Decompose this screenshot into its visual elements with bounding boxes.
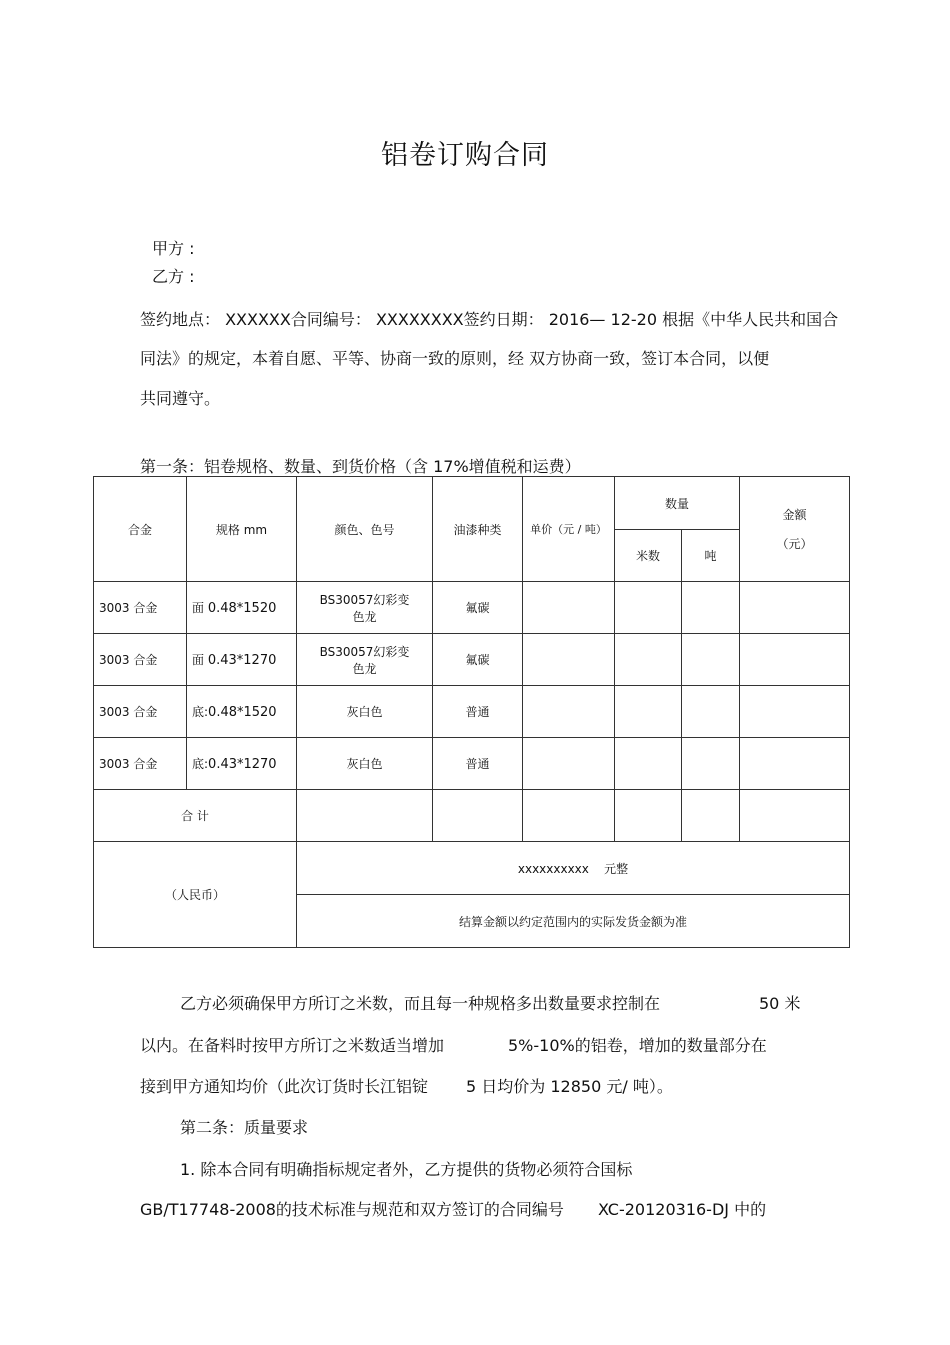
row-color-line-1: BS30057幻彩变 — [319, 644, 410, 659]
row-amount — [740, 686, 850, 738]
rmb-value: xxxxxxxxxx — [517, 861, 589, 876]
row-spec-prefix: 底: — [192, 705, 209, 719]
row-alloy: 3003 合金 — [94, 686, 187, 738]
row-spec-value: 0.48*1520 — [208, 705, 277, 720]
row-paint: 氟碳 — [433, 582, 523, 634]
rmb-label: （人民币） — [94, 842, 297, 948]
quality-line-1: 1. 除本合同有明确指标规定者外，乙方提供的货物必须符合国标 — [180, 1160, 633, 1179]
row-tons — [682, 582, 740, 634]
row-spec-prefix: 面 — [192, 601, 205, 615]
page-title: 铝卷订购合同 — [381, 140, 549, 171]
row-color — [297, 686, 433, 738]
row-spec — [187, 686, 297, 738]
row-alloy: 3003 合金 — [94, 582, 187, 634]
header-amount-label: 金额 — [782, 508, 807, 522]
intro-line-1: 签约地点： XXXXXX合同编号： XXXXXXXX签约日期： 2016— 12-20 根据《中华人民共和国合 — [140, 310, 839, 329]
header-quantity: 数量 — [615, 477, 740, 530]
para-line-1-b: 50 米 — [759, 994, 801, 1013]
row-meters — [615, 686, 682, 738]
row-color-line-1: BS30057幻彩变 — [319, 592, 410, 607]
row-color-line-1: 灰白色 — [346, 705, 383, 719]
row-unit-price — [523, 634, 615, 686]
header-alloy: 合金 — [94, 477, 187, 582]
header-color: 颜色、色号 — [297, 477, 433, 582]
quality-line-2-b: XC-20120316-DJ 中的 — [598, 1200, 767, 1219]
table-row — [94, 582, 850, 634]
total-paint — [433, 790, 523, 842]
party-b-label: 乙方 : — [152, 267, 195, 286]
row-color-line-1: 灰白色 — [346, 757, 383, 771]
table-row — [94, 686, 850, 738]
para-line-1-a: 乙方必须确保甲方所订之米数，而且每一种规格多出数量要求控制在 — [180, 994, 661, 1013]
total-color — [297, 790, 433, 842]
para-line-2-a: 以内。在备料时按甲方所订之米数适当增加 — [140, 1036, 445, 1055]
table-row — [94, 634, 850, 686]
row-alloy: 3003 合金 — [94, 634, 187, 686]
total-unit-price — [523, 790, 615, 842]
row-unit-price — [523, 738, 615, 790]
header-spec: 规格 mm — [187, 477, 297, 582]
row-spec-value: 0.48*1520 — [207, 601, 277, 616]
total-tons — [682, 790, 740, 842]
row-spec — [187, 582, 297, 634]
row-paint: 普通 — [433, 686, 523, 738]
total-meters — [615, 790, 682, 842]
quality-line-2-a: GB/T17748-2008的技术标准与规范和双方签订的合同编号 — [140, 1200, 564, 1219]
row-color-line-2: 色龙 — [352, 609, 377, 624]
party-a-label: 甲方 : — [152, 239, 195, 258]
intro-line-2: 同法》的规定，本着自愿、平等、协商一致的原则，经 双方协商一致，签订本合同，以便 — [140, 349, 770, 368]
row-tons — [682, 634, 740, 686]
header-amount — [740, 477, 850, 582]
row-spec-value: 0.43*1270 — [208, 757, 277, 772]
row-alloy: 3003 合金 — [94, 738, 187, 790]
header-tons: 吨 — [682, 530, 740, 582]
total-amount — [740, 790, 850, 842]
total-label: 合 计 — [94, 790, 297, 842]
row-paint: 氟碳 — [433, 634, 523, 686]
row-meters — [615, 738, 682, 790]
rmb-amount — [297, 842, 850, 895]
intro-line-3: 共同遵守。 — [140, 389, 221, 408]
rmb-suffix: 元整 — [604, 861, 629, 876]
para-line-2-b: 5%-10%的铝卷，增加的数量部分在 — [508, 1036, 767, 1055]
row-spec — [187, 634, 297, 686]
row-amount — [740, 738, 850, 790]
para-line-3-a: 接到甲方通知均价（此次订货时长江铝锭 — [140, 1077, 429, 1096]
row-paint: 普通 — [433, 738, 523, 790]
row-tons — [682, 686, 740, 738]
row-color-line-2: 色龙 — [352, 661, 377, 676]
header-unit-price: 单价（元 / 吨） — [523, 477, 615, 582]
para-line-3-b: 5 日均价为 12850 元/ 吨）。 — [466, 1077, 673, 1096]
row-amount — [740, 582, 850, 634]
rmb-row — [94, 842, 850, 895]
row-color — [297, 634, 433, 686]
settlement-note: 结算金额以约定范围内的实际发货金额为准 — [297, 895, 850, 948]
article-2-heading: 第二条：质量要求 — [180, 1118, 309, 1137]
article-1-heading: 第一条：铝卷规格、数量、到货价格（含 17%增值税和运费） — [140, 457, 581, 476]
header-paint: 油漆种类 — [433, 477, 523, 582]
total-row — [94, 790, 850, 842]
row-color — [297, 582, 433, 634]
row-color — [297, 738, 433, 790]
row-meters — [615, 634, 682, 686]
row-unit-price — [523, 582, 615, 634]
row-spec — [187, 738, 297, 790]
row-amount — [740, 634, 850, 686]
row-spec-prefix: 面 — [192, 653, 205, 667]
row-spec-prefix: 底: — [192, 757, 209, 771]
row-unit-price — [523, 686, 615, 738]
row-meters — [615, 582, 682, 634]
row-tons — [682, 738, 740, 790]
table-row — [94, 738, 850, 790]
header-amount-unit: （元） — [776, 537, 813, 551]
header-meters: 米数 — [615, 530, 682, 582]
spec-table — [93, 476, 850, 948]
row-spec-value: 0.43*1270 — [207, 653, 277, 668]
